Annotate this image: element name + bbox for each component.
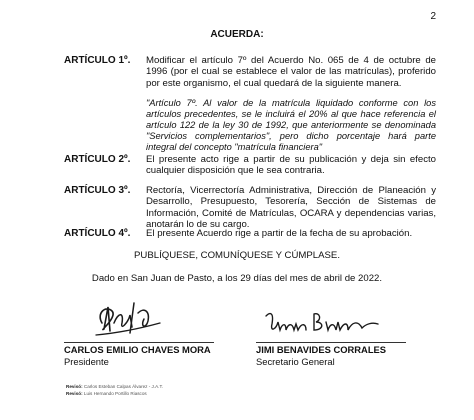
article-3-label: ARTÍCULO 3º. — [64, 185, 131, 196]
review-note — [66, 391, 147, 396]
article-3-text: Rectoría, Vicerrectoría Administrativa, Dirección de Planeación y Desarrollo, Presupuesto, Tesorería, Sección de Sistemas de Información, Comité de Matrículas, OCARA y dependencias varias, anotarán lo de su cargo. — [146, 185, 436, 231]
article-2-label: ARTÍCULO 2º. — [64, 154, 131, 165]
secretary-role: Secretario General — [256, 356, 335, 367]
article-4-label: ARTÍCULO 4º. — [64, 228, 131, 239]
article-2-text: El presente acto rige a partir de su publicación y deja sin efecto cualquier disposición que le sea contraria. — [146, 154, 436, 177]
closing-formula: PUBLÍQUESE, COMUNÍQUESE Y CÚMPLASE. — [134, 250, 340, 261]
signature-president-image — [88, 293, 168, 345]
president-role: Presidente — [64, 356, 109, 367]
review-label: Revisó: — [66, 391, 83, 396]
signature-line-secretary — [256, 342, 406, 343]
article-1-quote: "Artículo 7º. Al valor de la matrícula liquidado conforme con los artículos precedentes, se le incluirá el 20% al que hace referencia el artículo 122 de la ley 30 de 1992, que anteriormente se denominada "Servicios complementarios", pero dicho porcentaje hará parte integral del concepto "matrícula financiera" — [146, 98, 436, 152]
article-1-text: Modificar el artículo 7º del Acuerdo No. 065 de 4 de octubre de 1996 (por el cual se establece el valor de las matrículas), proferido por este organismo, el cual quedará de la siguiente manera. — [146, 55, 436, 89]
article-4-text: El presente Acuerdo rige a partir de la fecha de su aprobación. — [146, 228, 413, 239]
review-text: Carlos Esteban Calpas Álvarez - J.A.T. — [83, 384, 164, 389]
resolution-heading: ACUERDA: — [210, 29, 264, 40]
signature-line-president — [64, 342, 214, 343]
review-text: Luis Hernando Portillo Riascos — [83, 391, 147, 396]
page-number: 2 — [430, 11, 436, 22]
secretary-name: JIMI BENAVIDES CORRALES — [256, 344, 387, 355]
review-label: Revisó: — [66, 384, 83, 389]
date-line: Dado en San Juan de Pasto, a los 29 días del mes de abril de 2022. — [91, 273, 383, 284]
article-1-label: ARTÍCULO 1º. — [64, 55, 131, 66]
review-note — [66, 384, 163, 389]
president-name: CARLOS EMILIO CHAVES MORA — [64, 344, 211, 355]
signature-secretary-image — [262, 310, 382, 342]
